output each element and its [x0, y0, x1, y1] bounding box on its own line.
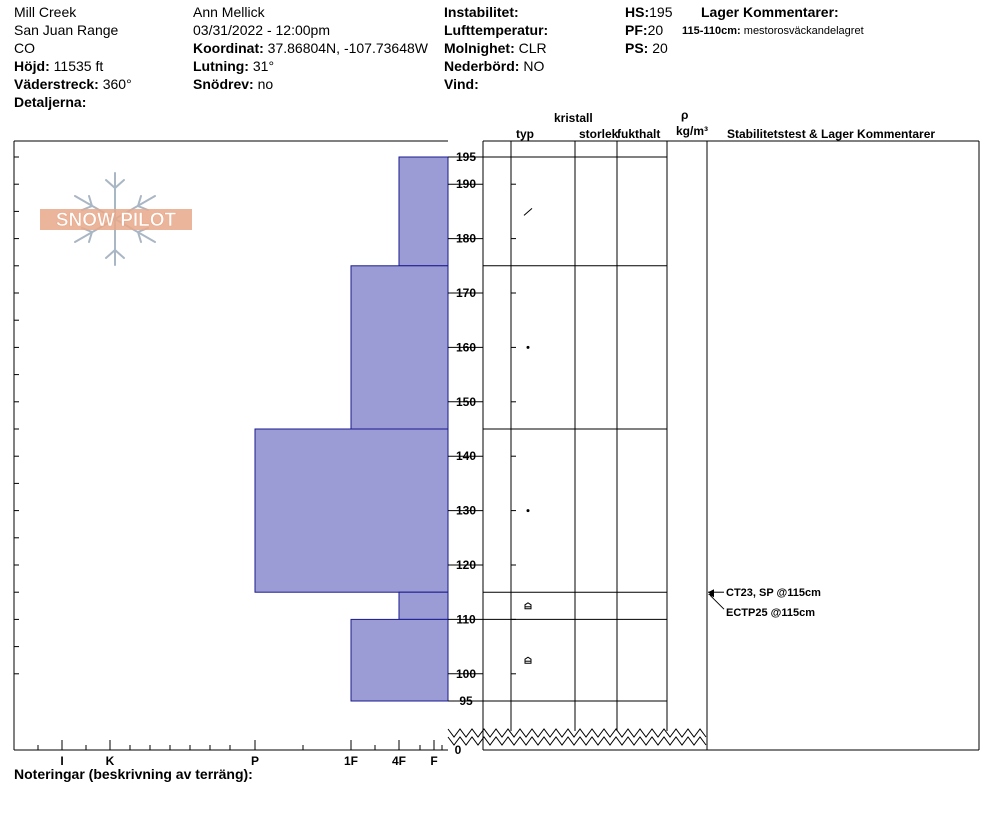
layer-bar-4 [399, 592, 448, 619]
layer-bar-5 [351, 619, 448, 701]
range: San Juan Range [14, 22, 119, 38]
stability-tests [708, 587, 821, 619]
depth-label-110: 110 [456, 612, 476, 627]
density-unit-heading: kg/m³ [676, 124, 709, 138]
hardness-label-1f: 1F [343, 754, 359, 768]
slope-label: Lutning: [193, 58, 249, 74]
precip-value: NO [523, 58, 545, 74]
datetime: 03/31/2022 - 12:00pm [193, 22, 330, 38]
hardness-label-p: P [250, 754, 260, 768]
aspect-label: Väderstreck: [14, 76, 99, 92]
depth-label-190: 190 [455, 177, 477, 192]
elevation-value: 11535 ft [53, 58, 104, 74]
hs-label: HS: [625, 4, 650, 20]
snowpilot-logo [40, 173, 192, 265]
depth-label-100: 100 [455, 666, 477, 681]
depth-label-zero: 0 [454, 743, 462, 757]
coord-value: 37.86804N, -107.73648W [267, 40, 428, 56]
stability-test-label: ECTP25 @115cm [726, 607, 815, 620]
sky-value: CLR [518, 40, 547, 56]
depth-label-120: 120 [455, 558, 477, 572]
left-minor-ticks [14, 157, 19, 674]
hardness-layers [255, 157, 448, 701]
depth-label-195: 195 [455, 150, 477, 164]
hardness-axis-ticks [38, 740, 442, 768]
state: CO [14, 40, 35, 56]
depth-label-130: 130 [455, 503, 477, 518]
location: Mill Creek [14, 4, 77, 20]
air-temp-label: Lufttemperatur: [444, 22, 549, 38]
instability-label: Instabilitet: [444, 4, 519, 20]
type-heading: typ [516, 127, 534, 141]
depth-label-150: 150 [455, 394, 477, 409]
depth-label-180: 180 [455, 231, 477, 246]
crystal-grid [448, 141, 979, 750]
layer-bar-2 [351, 266, 448, 429]
stability-test-1 [708, 587, 821, 599]
grain-decomposing-icon [524, 208, 532, 215]
hardness-label-i: I [60, 754, 64, 768]
grain-depth-hoar-icon [525, 603, 531, 609]
slope-value: 31° [252, 58, 275, 74]
elevation-label: Höjd: [14, 58, 50, 74]
notes-label: Noteringar (beskrivning av terräng): [14, 766, 253, 782]
pf-label: PF: [625, 22, 648, 38]
crystal-heading: kristall [554, 111, 593, 125]
layer-comment-text: mestorosväckandelagret [743, 25, 864, 37]
logo-text: SNOW PILOT [55, 210, 177, 231]
layer-bar-3 [255, 429, 448, 592]
rho-heading: ρ [681, 108, 689, 122]
depth-break-zigzag [448, 737, 706, 745]
grain-depth-hoar-icon [525, 657, 531, 663]
hardness-label-4f: 4F [391, 754, 407, 768]
depth-scale [448, 150, 483, 757]
drift-label: Snödrev: [193, 76, 254, 92]
hardness-label-k: K [105, 754, 115, 768]
depth-label-170: 170 [455, 286, 477, 300]
hardness-label-f: F [430, 754, 438, 768]
stability-heading: Stabilitetstest & Lager Kommentarer [727, 127, 936, 141]
depth-label-160: 160 [455, 340, 477, 355]
depth-label-95: 95 [459, 694, 473, 708]
stability-test-label: CT23, SP @115cm [726, 587, 821, 600]
hs-value: 195 [649, 4, 673, 20]
layer-comment-range: 115-110cm: [682, 25, 741, 37]
coord-label: Koordinat: [193, 40, 264, 56]
observer: Ann Mellick [193, 4, 265, 20]
depth-label-140: 140 [455, 449, 477, 464]
layer-comments-title: Lager Kommentarer: [701, 4, 839, 20]
moisture-heading: fukthalt [617, 127, 661, 141]
sky-label: Molnighet: [444, 40, 515, 56]
grain-rounded-icon [527, 346, 530, 349]
size-heading: storlek [579, 127, 619, 141]
details-label: Detaljerna: [14, 94, 87, 110]
grain-symbols [524, 208, 532, 663]
grain-rounded-icon [527, 509, 530, 512]
drift-value: no [257, 76, 274, 92]
precip-label: Nederbörd: [444, 58, 520, 74]
pf-value: 20 [647, 22, 664, 38]
layer-bar-1 [399, 157, 448, 266]
stability-arrow-line [710, 595, 724, 609]
ps-label: PS: [625, 40, 649, 56]
wind-label: Vind: [444, 76, 479, 92]
ps-value: 20 [652, 40, 668, 56]
aspect-value: 360° [102, 76, 132, 92]
